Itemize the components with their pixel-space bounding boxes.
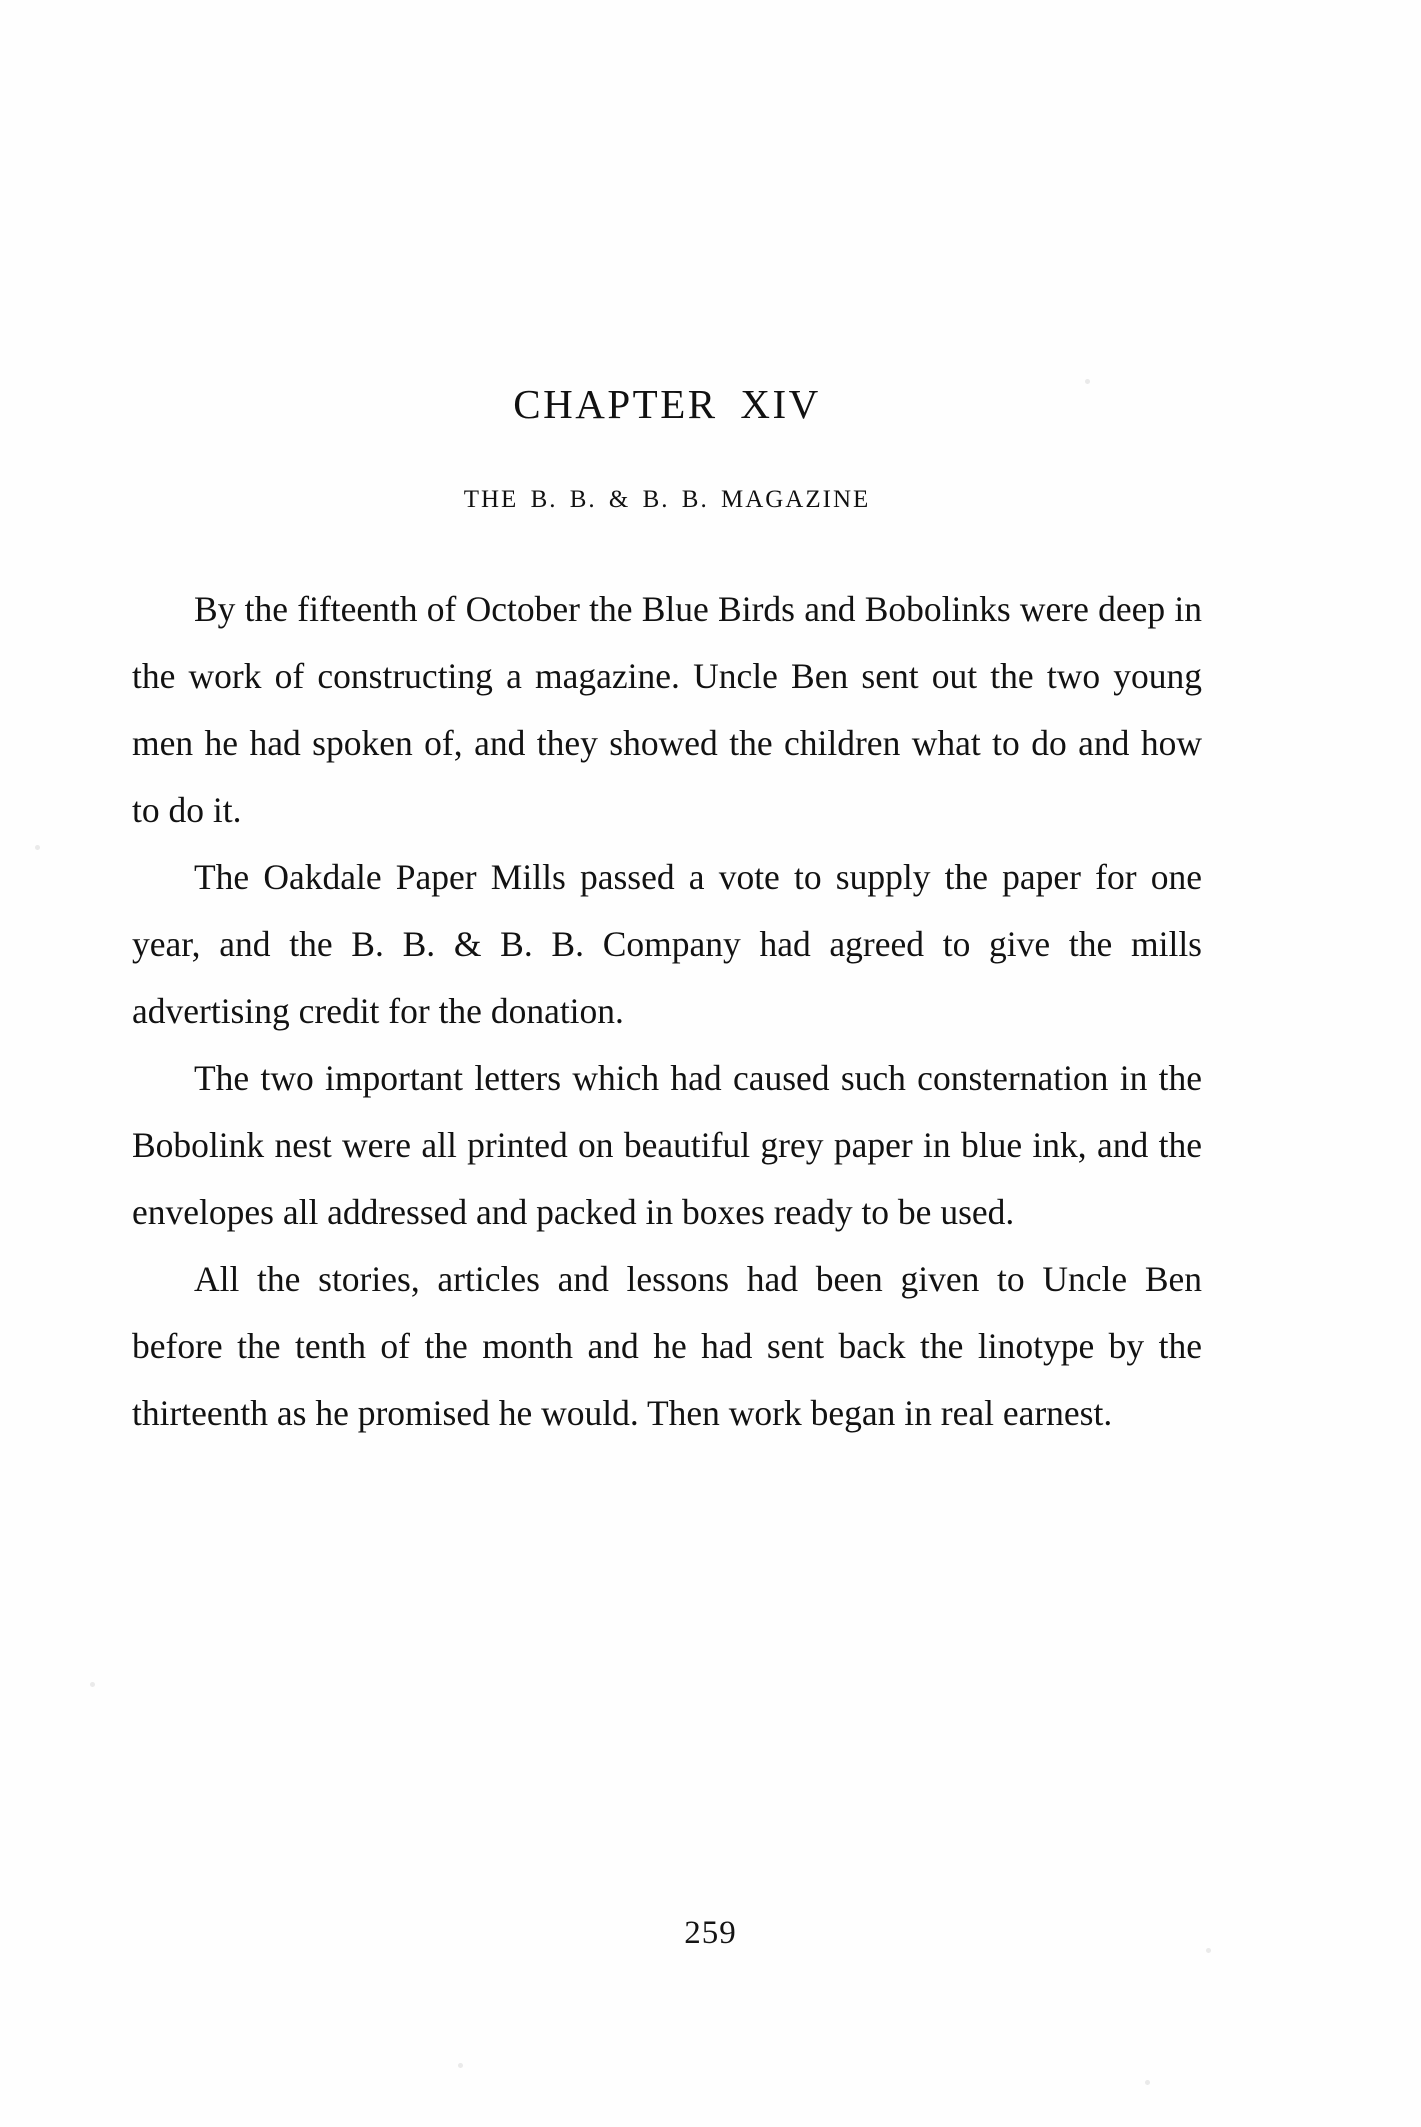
chapter-title: CHAPTER XIV [513,381,821,427]
body-paragraph-3: The two important letters which had caused such consternation in the Bobolink nest were all printed on beautiful grey paper in blue ink, and the envelopes all addressed and packed in boxes ready to be used. [132,1058,1202,1232]
page-text-block [132,380,1202,1447]
body-paragraph-4: All the stories, articles and lessons had been given to Uncle Ben before the tenth of the month and he had sent back the linotype by the thirteenth as he promised he would. Then work began in real earnest. [132,1259,1202,1433]
page-number: 259 [684,1915,737,1951]
scan-speckle [1145,2080,1150,2085]
scan-speckle [35,845,40,850]
body-paragraph-1: By the fifteenth of October the Blue Birds and Bobolinks were deep in the work of constructing a magazine. Uncle Ben sent out the two young men he had spoken of, and they showed the children what to do and how to do it. [132,589,1202,830]
chapter-subtitle: THE B. B. & B. B. MAGAZINE [463,486,871,513]
body-paragraph-2: The Oakdale Paper Mills passed a vote to supply the paper for one year, and the B. B. & B. B. Company had agreed to give the mills advertising credit for the donation. [132,857,1202,1031]
scan-speckle [90,1682,95,1687]
scan-speckle [458,2063,463,2068]
